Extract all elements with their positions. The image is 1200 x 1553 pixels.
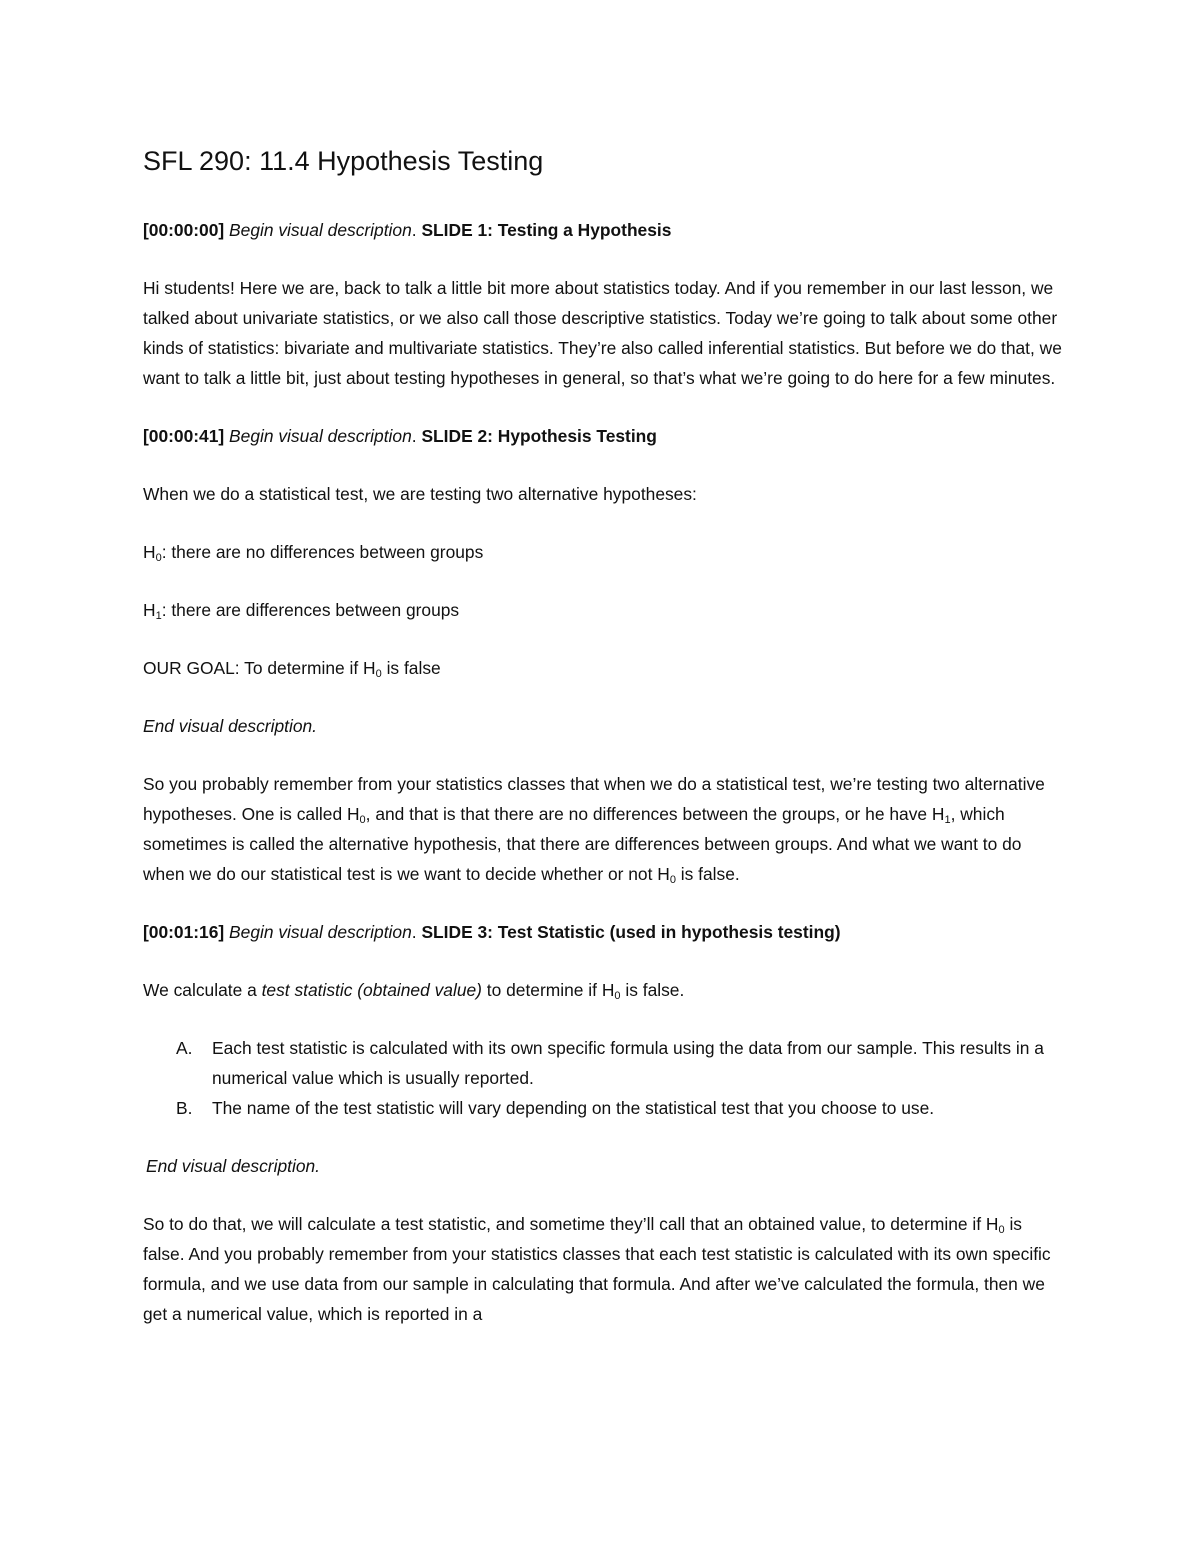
end-visual-description: End visual description.	[146, 1156, 320, 1176]
document-body	[143, 143, 1063, 1329]
slide-label: SLIDE 3: Test Statistic (used in hypothesis testing)	[421, 922, 841, 942]
slide-1-heading: [00:00:00] Begin visual description. SLIDE 1: Testing a Hypothesis	[143, 220, 672, 240]
goal-label: OUR GOAL:	[143, 658, 240, 678]
slide-label: SLIDE 2: Hypothesis Testing	[421, 426, 657, 446]
list-item: B. The name of the test statistic will vary depending on the statistical test that you choose to use.	[143, 1093, 1063, 1123]
goal-line: OUR GOAL: To determine if $H_0$ is false	[143, 658, 441, 680]
h0-line: $H_0$: there are no differences between groups	[143, 542, 484, 564]
timestamp: [00:00:00]	[143, 220, 225, 240]
begin-visual-description: Begin visual description	[229, 220, 412, 240]
test-statistic-line: We calculate a test statistic (obtained value) to determine if $H_0$ is false.	[143, 980, 685, 1002]
document-title: SFL 290: 11.4 Hypothesis Testing	[143, 146, 544, 176]
paragraph: So to do that, we will calculate a test statistic, and sometime they’ll call that an obtained value, to determine if $H_0$ is false. And you probably remember from your statistics classes that each test statistic is calculated with its own specific formula, and we use data from our sample in calculating that formula. And after we’ve calculated the formula, then we get a numerical value, which is reported in a	[143, 1214, 1051, 1324]
h1-line: $H_1$: there are differences between groups	[143, 600, 460, 622]
slide-3-heading: [00:01:16] Begin visual description. SLIDE 3: Test Statistic (used in hypothesis testing)	[143, 922, 841, 942]
list-item: A. Each test statistic is calculated with its own specific formula using the data from our sample. This results in a numerical value which is usually reported.	[143, 1033, 1063, 1093]
list-marker: B.	[176, 1098, 193, 1118]
list-marker: A.	[176, 1038, 193, 1058]
slide-2-heading: [00:00:41] Begin visual description. SLIDE 2: Hypothesis Testing	[143, 426, 657, 446]
end-visual-description: End visual description.	[143, 716, 317, 736]
timestamp: [00:00:41]	[143, 426, 225, 446]
timestamp: [00:01:16]	[143, 922, 225, 942]
begin-visual-description: Begin visual description	[229, 426, 412, 446]
begin-visual-description: Begin visual description	[229, 922, 412, 942]
slide-label: SLIDE 1: Testing a Hypothesis	[421, 220, 672, 240]
paragraph: So you probably remember from your statistics classes that when we do a statistical test, we’re testing two alternative hypotheses. One is called $H_0$, and that is that there are no differences between the groups, or he have $H_1$, which sometimes is called the alternative hypothesis, that there are differences between groups. And what we want to do when we do our statistical test is we want to decide whether or not $H_0$ is false.	[143, 774, 1045, 886]
lettered-list	[143, 1033, 1063, 1123]
slide-2-intro: When we do a statistical test, we are testing two alternative hypotheses:	[143, 484, 697, 504]
paragraph: Hi students! Here we are, back to talk a little bit more about statistics today. And if you remember in our last lesson, we talked about univariate statistics, or we also call those descriptive statistics. Today we’re going to talk about some other kinds of statistics: bivariate and multivariate statistics. They’re also called inferential statistics. But before we do that, we want to talk a little bit, just about testing hypotheses in general, so that’s what we’re going to do here for a few minutes.	[143, 278, 1062, 388]
